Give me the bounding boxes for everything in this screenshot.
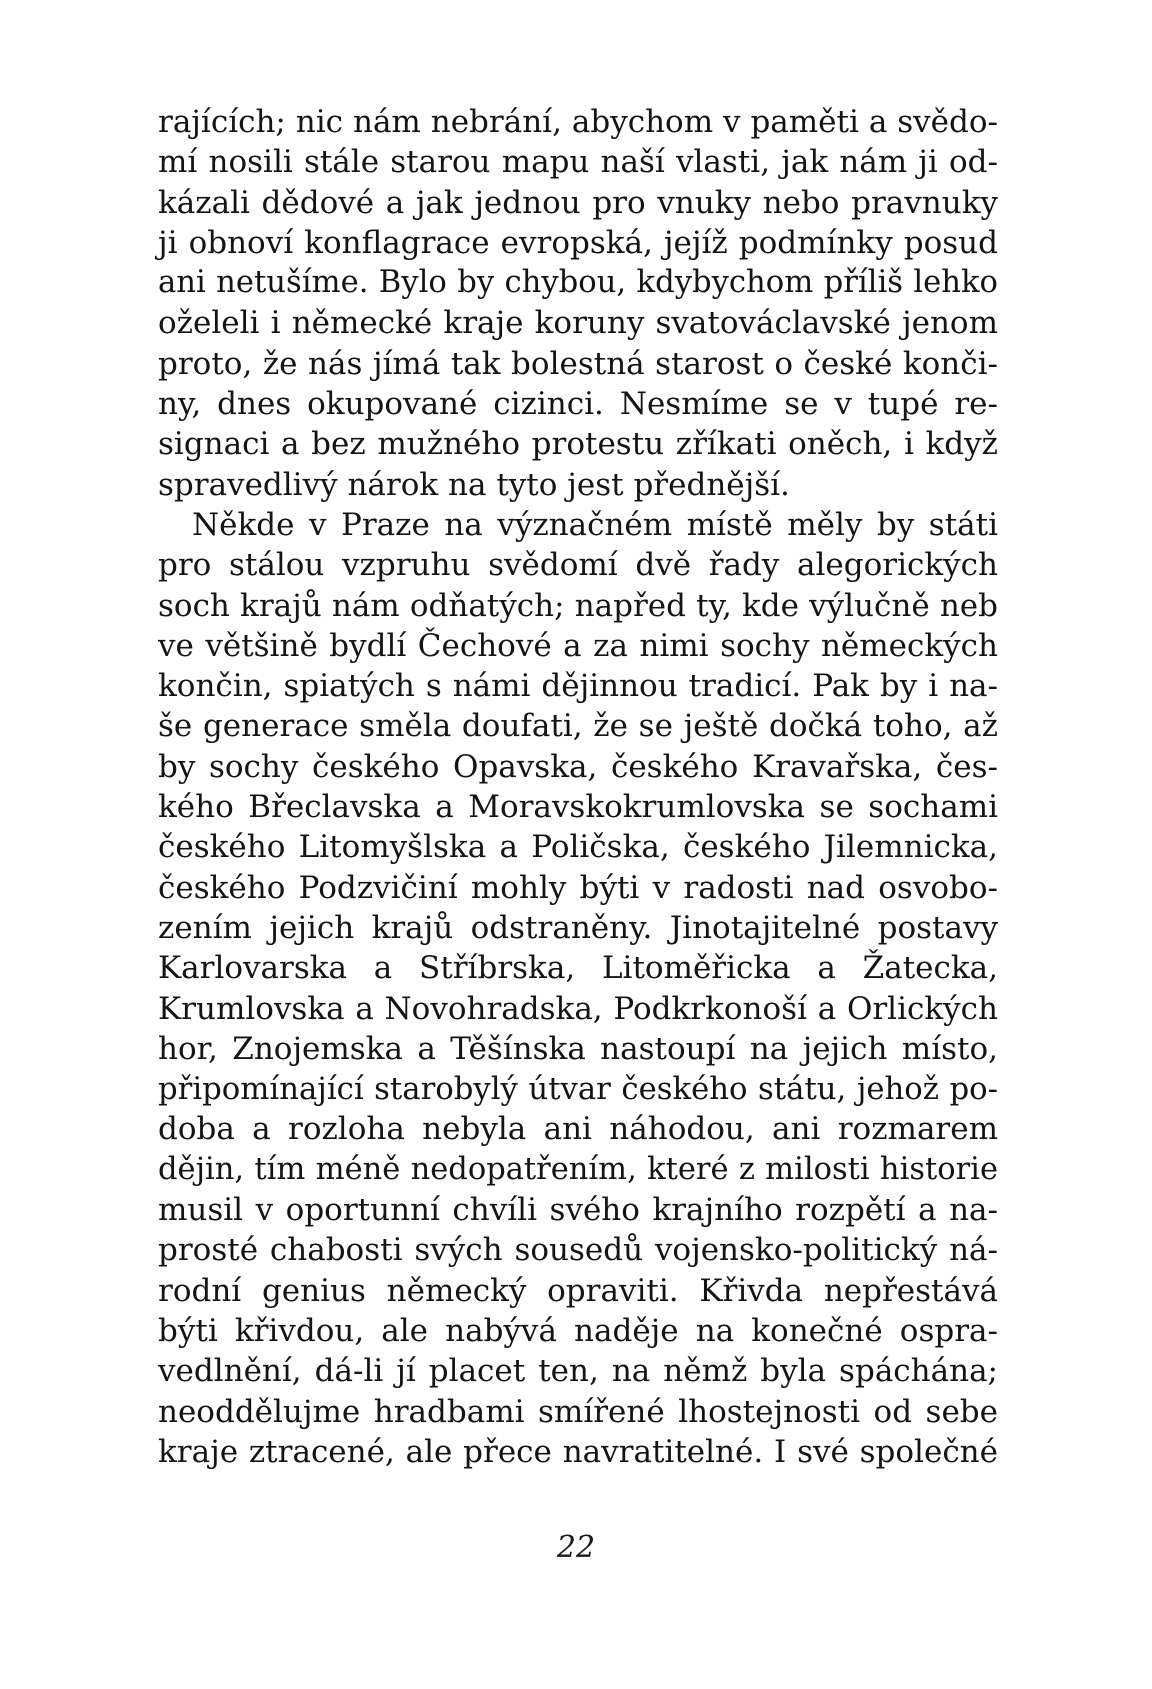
text-line: proto, že nás jímá tak bolestná starost o české konči-: [158, 345, 998, 382]
paragraph-start-line: Někde v Praze na význačném místě měly by státi: [192, 506, 998, 543]
text-line: neoddělujme hradbami smířené lhostejnosti od sebe: [158, 1393, 998, 1430]
text-line: doba a rozloha nebyla ani náhodou, ani rozmarem: [158, 1111, 998, 1148]
text-line: rajících; nic nám nebrání, abychom v paměti a svědo-: [158, 104, 998, 140]
text-line: ji obnoví konflagrace evropská, jejíž podmínky posud: [158, 224, 998, 261]
body-text: [158, 102, 998, 1472]
text-line: kraje ztracené, ale přece navratitelné. I své společné: [158, 1433, 998, 1470]
text-line: musil v oportunní chvíli svého krajního rozpětí a na-: [158, 1192, 998, 1229]
text-line: mí nosili stále starou mapu naší vlasti, jak nám ji od-: [158, 144, 998, 181]
text-line: končin, spiatých s námi dějinnou tradicí. Pak by i na-: [158, 668, 998, 705]
text-line: še generace směla doufati, že se ještě dočká toho, až: [158, 708, 998, 745]
text-line: oželeli i německé kraje koruny svatováclavské jenom: [158, 305, 998, 342]
text-line: ve většině bydlí Čechové a za nimi sochy německých: [158, 627, 998, 664]
text-line: kázali dědové a jak jednou pro vnuky nebo pravnuky: [158, 184, 998, 221]
text-line: připomínající starobylý útvar českého státu, jehož po-: [158, 1071, 998, 1108]
text-line: signaci a bez mužného protestu zříkati oněch, i když: [158, 426, 998, 463]
paragraph-end-line: spravedlivý nárok na tyto jest přednější.: [158, 466, 790, 503]
text-line: pro stálou vzpruhu svědomí dvě řady alegorických: [158, 547, 998, 584]
text-line: kého Břeclavska a Moravskokrumlovska se sochami: [158, 789, 998, 826]
text-line: hor, Znojemska a Těšínska nastoupí na jejich místo,: [158, 1030, 998, 1067]
text-line: ani netušíme. Bylo by chybou, kdybychom příliš lehko: [158, 265, 998, 301]
text-line: rodní genius německý opraviti. Křivda nepřestává: [158, 1272, 998, 1309]
text-line: by sochy českého Opavska, českého Kravařska, čes-: [158, 748, 998, 785]
text-line: býti křivdou, ale nabývá naděje na konečné ospra-: [158, 1312, 998, 1349]
text-line: českého Litomyšlska a Poličska, českého Jilemnicka,: [158, 829, 998, 866]
text-line: vedlnění, dá-li jí placet ten, na němž byla spáchána;: [158, 1353, 998, 1390]
text-line: českého Podzvičiní mohly býti v radosti nad osvobo-: [158, 869, 998, 906]
text-line: zením jejich krajů odstraněny. Jinotajitelné postavy: [158, 909, 998, 946]
text-line: ny, dnes okupované cizinci. Nesmíme se v tupé re-: [158, 386, 998, 423]
text-line: dějin, tím méně nedopatřením, které z milosti historie: [158, 1151, 998, 1187]
text-line: Krumlovska a Novohradska, Podkrkonoší a Orlických: [158, 990, 998, 1027]
text-line: Karlovarska a Stříbrska, Litoměřicka a Žatecka,: [158, 950, 998, 987]
text-line: soch krajů nám odňatých; napřed ty, kde výlučně neb: [158, 587, 998, 624]
text-line: prosté chabosti svých sousedů vojensko-politický ná-: [158, 1232, 998, 1269]
page-number: 22: [556, 1530, 596, 1565]
